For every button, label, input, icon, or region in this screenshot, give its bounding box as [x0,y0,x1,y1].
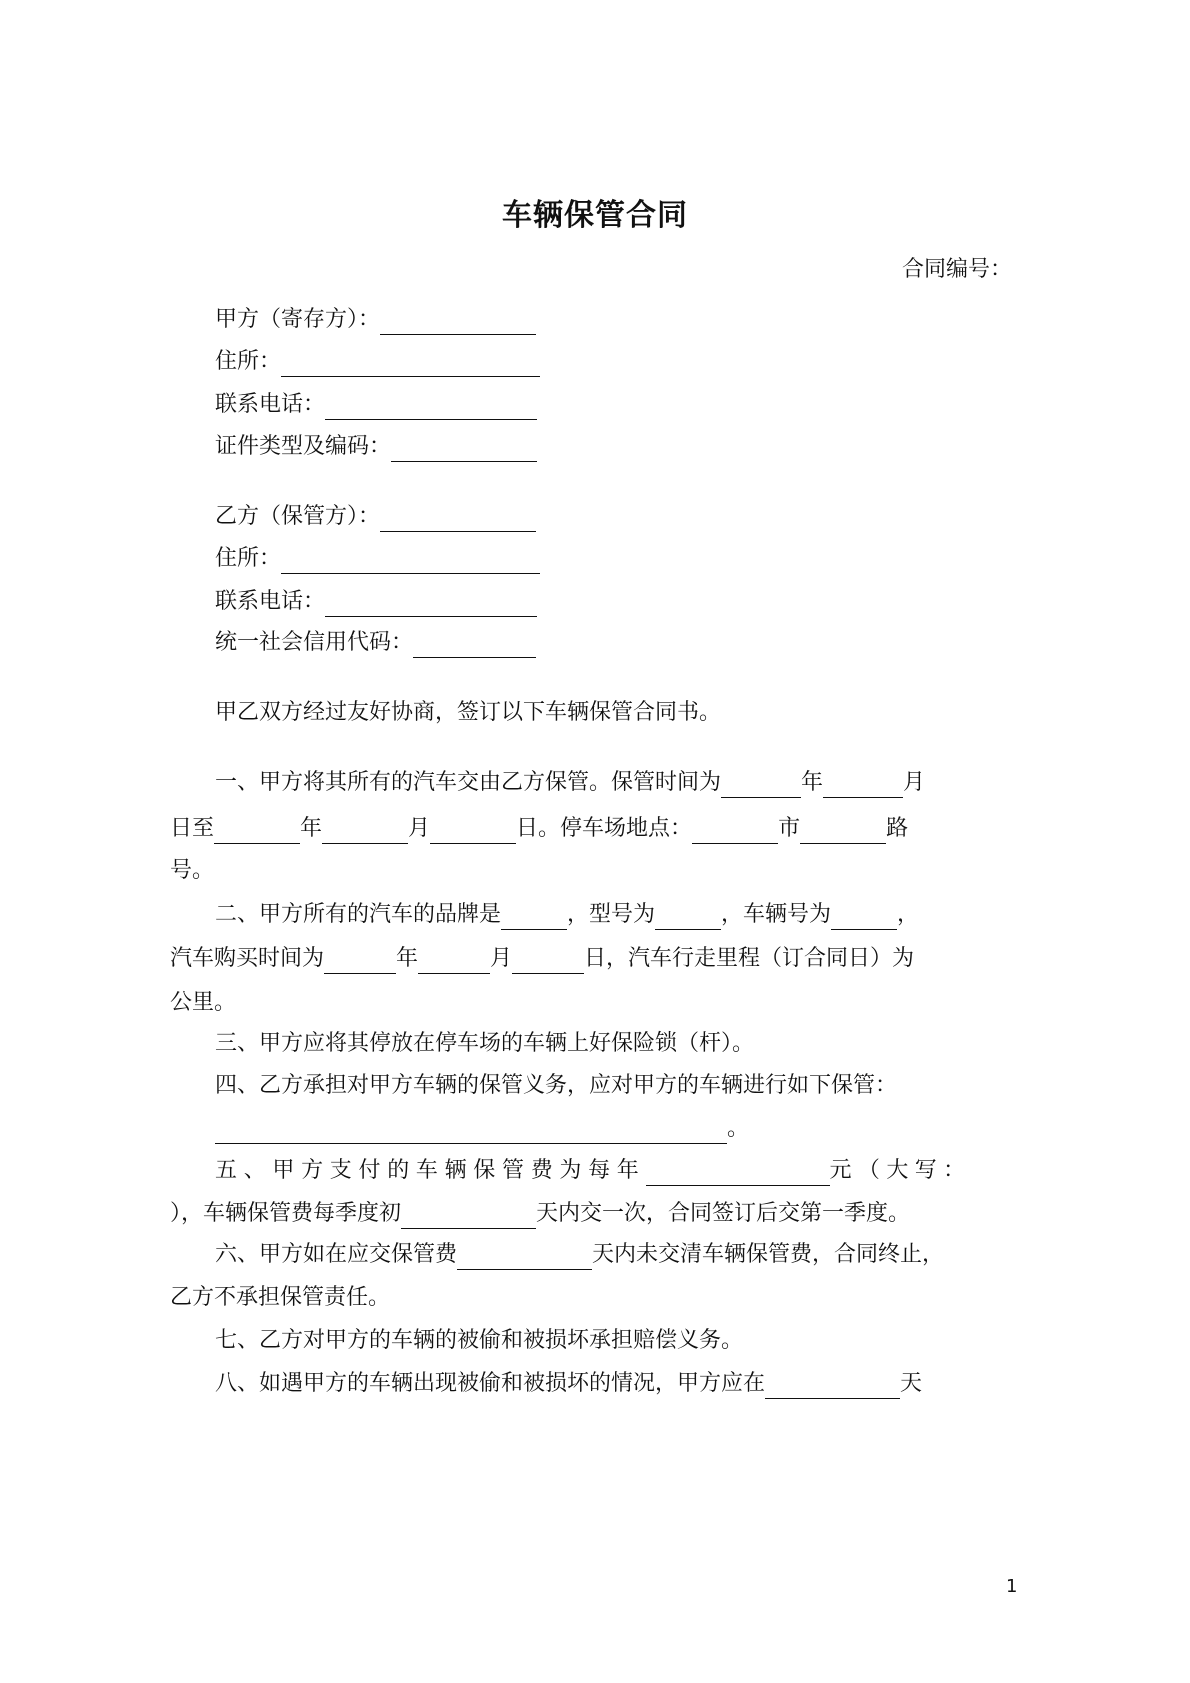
clause-6-text-a: 六、甲方如在应交保管费 [215,1242,458,1267]
clause-1-end-year-unit: 年 [300,816,323,841]
party-b-name-label: 乙方（保管方）： [215,504,381,529]
contract-number-label: 合同编号： [902,257,1013,282]
clause-2-model-label: ，型号为 [567,902,656,927]
clause-1-end-month-unit: 月 [408,816,431,841]
party-a-name-row [215,305,536,335]
clause-1-text-b: 日至 [170,816,215,841]
clause-4-line-1: 四、乙方承担对甲方车辆的保管义务，应对甲方的车辆进行如下保管： [215,1073,898,1098]
clause-5-line-2 [170,1199,910,1229]
clause-8-text-a-end: 天 [900,1371,923,1396]
clause-2-line-3: 公里。 [170,990,237,1015]
party-b-address-row [215,544,540,574]
intro-paragraph: 甲乙双方经过友好协商，签订以下车辆保管合同书。 [215,700,722,725]
clause-2-mileage-text: 日，汽车行走里程（订合同日）为 [584,946,915,971]
clause-7: 七、乙方对甲方的车辆的被偷和被损坏承担赔偿义务。 [215,1328,744,1353]
party-b-address-field[interactable] [281,549,540,574]
clause-5-days-field[interactable] [401,1204,536,1229]
clause-5-line-1 [215,1156,972,1186]
clause-2-plate-field[interactable] [831,905,897,930]
clause-5-text-a: 五、甲方支付的车辆保管费为每年 [215,1158,646,1183]
clause-2-purchase-year-field[interactable] [324,949,396,974]
clause-5-text-b: ），车辆保管费每季度初 [170,1201,402,1226]
clause-2-text-a: 二、甲方所有的汽车的品牌是 [215,902,502,927]
party-b-name-field[interactable] [380,507,536,532]
clause-5-capital-label: 元（大写： [829,1158,972,1183]
clause-2-text-b: 汽车购买时间为 [170,946,325,971]
clause-4-custody-field[interactable] [215,1119,727,1144]
clause-8-text-a: 八、如遇甲方的车辆出现被偷和被损坏的情况，甲方应在 [215,1371,766,1396]
clause-1-road-field[interactable] [800,819,886,844]
clause-1-line-3: 号。 [170,858,215,883]
clause-2-purchase-day-field[interactable] [512,949,584,974]
clause-1-start-month-field[interactable] [823,773,903,798]
clause-1-year-unit: 年 [801,770,824,795]
party-a-id-field[interactable] [391,437,537,462]
clause-6-days-field[interactable] [457,1245,592,1270]
clause-6-line-2: 乙方不承担保管责任。 [170,1285,391,1310]
clause-3: 三、甲方应将其停放在停车场的车辆上好保险锁（杆）。 [215,1031,755,1056]
clause-6-line-1 [215,1240,944,1270]
clause-2-purchase-month-field[interactable] [418,949,490,974]
clause-1-end-year-field[interactable] [214,819,300,844]
party-a-address-row [215,347,540,377]
clause-1-city-unit: 市 [778,816,801,841]
party-a-id-row [215,432,537,462]
party-a-phone-row [215,390,537,420]
party-a-phone-field[interactable] [325,395,537,420]
clause-4-line-2 [215,1114,749,1144]
party-b-name-row [215,502,536,532]
clause-2-brand-field[interactable] [501,905,567,930]
party-a-address-field[interactable] [281,352,540,377]
clause-2-model-field[interactable] [655,905,721,930]
party-b-address-label: 住所： [215,546,282,571]
clause-2-line-1 [215,900,919,930]
clause-5-annual-fee-field[interactable] [646,1161,830,1186]
clause-1-day-location: 日。停车场地点： [516,816,693,841]
clause-1-line-2 [170,814,908,844]
party-a-address-label: 住所： [215,349,282,374]
clause-1-city-field[interactable] [692,819,778,844]
clause-2-line-2 [170,944,914,974]
party-b-phone-row [215,587,537,617]
party-b-phone-field[interactable] [325,592,537,617]
clause-1-line-1 [215,768,925,798]
clause-4-period: 。 [727,1116,750,1141]
clause-1-end-month-field[interactable] [322,819,408,844]
clause-2-comma: ， [897,902,920,927]
page-number: 1 [1006,1576,1018,1597]
clause-1-end-day-field[interactable] [430,819,516,844]
party-a-phone-label: 联系电话： [215,392,326,417]
clause-1-road-unit: 路 [886,816,909,841]
party-a-name-label: 甲方（寄存方）： [215,307,381,332]
clause-8-line-1 [215,1369,922,1399]
clause-2-year-unit: 年 [396,946,419,971]
party-a-name-field[interactable] [380,310,536,335]
clause-8-days-field[interactable] [765,1374,900,1399]
clause-6-text-a-end: 天内未交清车辆保管费，合同终止， [592,1242,945,1267]
party-b-phone-label: 联系电话： [215,589,326,614]
party-b-credit-code-label: 统一社会信用代码： [215,630,414,655]
party-b-credit-code-row [215,628,536,658]
clause-1-start-year-field[interactable] [721,773,801,798]
clause-5-text-b-end: 天内交一次，合同签订后交第一季度。 [536,1201,911,1226]
clause-2-month-unit: 月 [490,946,513,971]
document-title: 车辆保管合同 [502,198,688,233]
party-b-credit-code-field[interactable] [413,633,536,658]
clause-1-text-a: 一、甲方将其所有的汽车交由乙方保管。保管时间为 [215,770,722,795]
clause-2-plate-label: ，车辆号为 [721,902,832,927]
clause-1-month-unit: 月 [903,770,926,795]
party-a-id-label: 证件类型及编码： [215,434,392,459]
